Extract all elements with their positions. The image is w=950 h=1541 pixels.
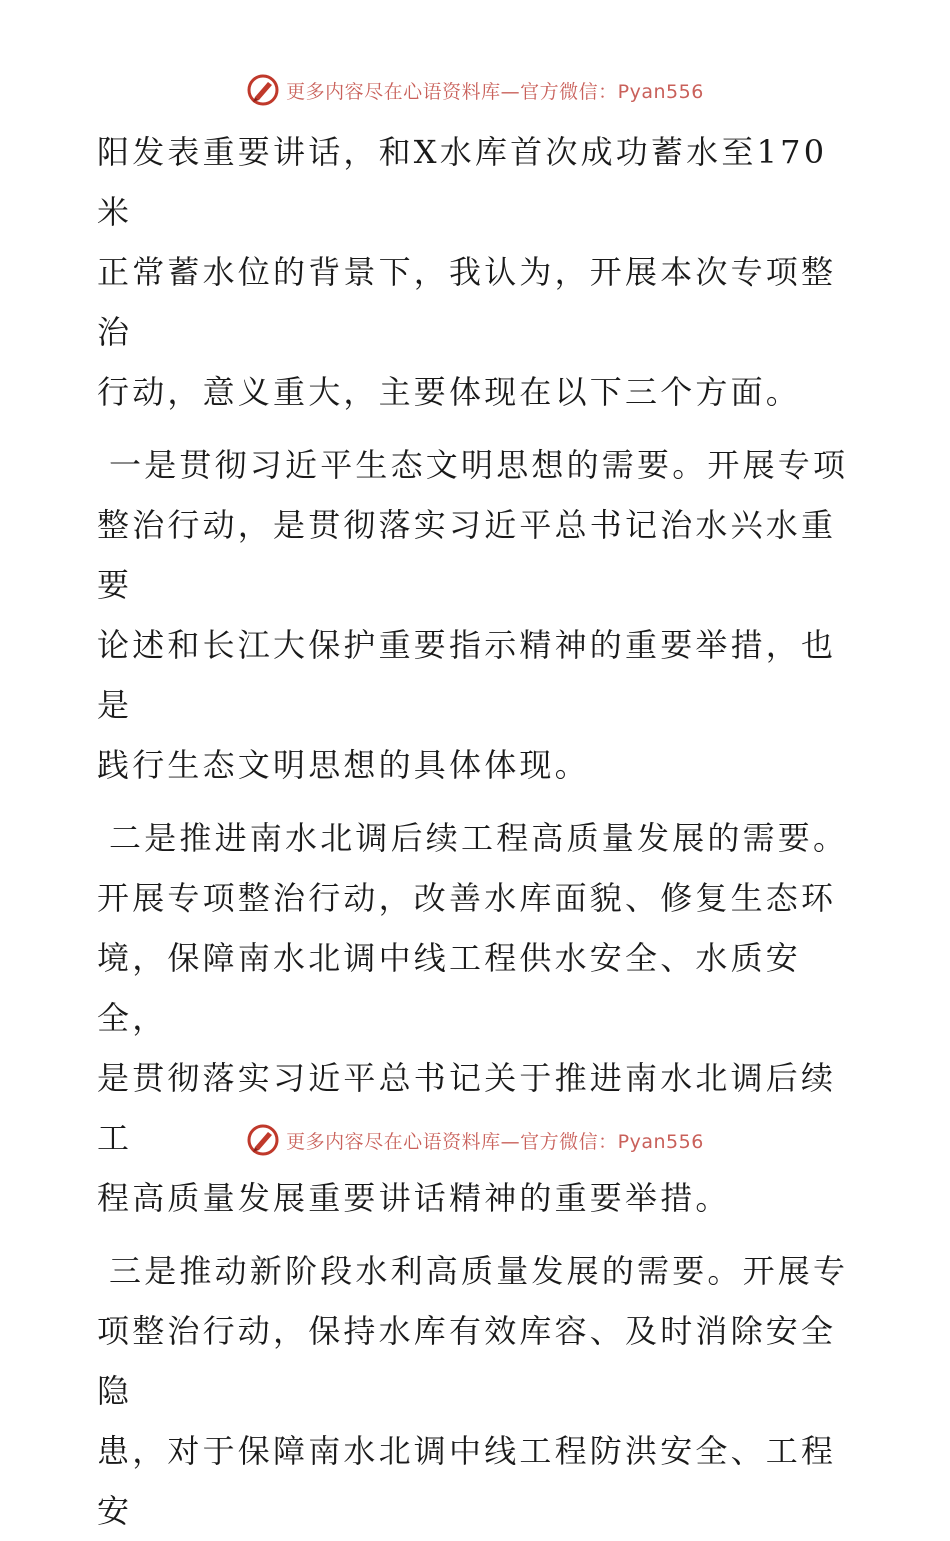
text-line: 项整治行动，保持水库有效库容、及时消除安全隐	[97, 1312, 837, 1410]
header-watermark	[0, 70, 950, 110]
text-line: 境，保障南水北调中线工程供水安全、水质安全，	[97, 939, 802, 1037]
text-line: 行动，意义重大，主要体现在以下三个方面。	[97, 373, 802, 411]
text-line: 整治行动，是贯彻落实习近平总书记治水兴水重要	[97, 506, 837, 604]
text-line: 阳发表重要讲话，和X水库首次成功蓄水至170米	[97, 133, 828, 231]
paragraph-intro-continuation	[97, 122, 857, 422]
pen-circle-logo	[246, 1123, 280, 1157]
watermark-text: 更多内容尽在心语资料库—官方微信：Pyan556	[286, 1130, 704, 1153]
pen-circle-logo	[246, 73, 280, 107]
document-body	[97, 122, 857, 1541]
text-line: 开展专项整治行动，改善水库面貌、修复生态环	[97, 879, 837, 917]
paragraph-point-one	[97, 435, 857, 795]
text-line: 是贯彻落实习近平总书记关于推进南水北调后续工	[97, 1059, 837, 1157]
paragraph-point-two	[97, 808, 857, 1228]
text-line: 患，对于保障南水北调中线工程防洪安全、工程安	[97, 1432, 837, 1530]
text-line: 践行生态文明思想的具体体现。	[97, 746, 590, 784]
footer-watermark	[0, 1120, 950, 1160]
watermark-text: 更多内容尽在心语资料库—官方微信：Pyan556	[286, 80, 704, 103]
text-line: 一是贯彻习近平生态文明思想的需要。开展专项	[109, 446, 849, 484]
text-line: 三是推动新阶段水利高质量发展的需要。开展专	[109, 1252, 849, 1290]
paragraph-point-three	[97, 1241, 857, 1541]
text-line: 论述和长江大保护重要指示精神的重要举措，也是	[97, 626, 837, 724]
text-line: 正常蓄水位的背景下，我认为，开展本次专项整治	[97, 253, 837, 351]
text-line: 程高质量发展重要讲话精神的重要举措。	[97, 1179, 731, 1217]
text-line: 二是推进南水北调后续工程高质量发展的需要。	[109, 819, 849, 857]
